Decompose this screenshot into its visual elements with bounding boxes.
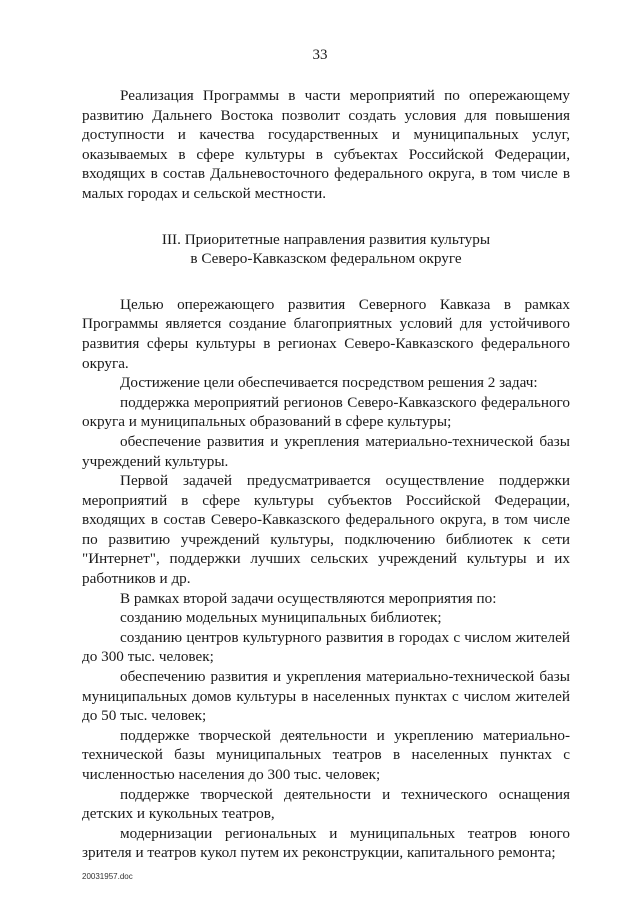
section-heading-line-2: в Северо-Кавказском федеральном округе (190, 250, 462, 268)
list-item-houses-of-culture: обеспечению развития и укрепления материально-технической базы муниципальных домов культуры в населенных пунктах с числом жителей до 50 тыс. человек; (82, 668, 570, 725)
list-item-children-theatres: поддержке творческой деятельности и технического оснащения детских и кукольных театров, (82, 785, 570, 823)
footer-document-code: 20031957.doc (82, 872, 133, 881)
paragraph-first-task-detail: Первой задачей предусматривается осуществление поддержки мероприятий в сфере культуры субъектов Российской Федерации, входящих в состав Северо-Кавказского федерального округа, в том числе по развитию учреждений культуры, подключению библиотек к сети "Интернет", поддержки лучших сельских учреждений культуры и их работников и др. (82, 472, 570, 588)
list-item-model-libraries: созданию модельных муниципальных библиотек; (120, 609, 442, 627)
section-heading (82, 230, 570, 269)
document-body (82, 86, 570, 863)
page-number: 33 (312, 47, 328, 63)
list-item-cultural-centers: созданию центров культурного развития в городах с числом жителей до 300 тыс. человек; (82, 628, 570, 666)
list-item-municipal-theatres: поддержке творческой деятельности и укреплению материально-технической базы муниципальных театров в населенных пунктах с численностью населения до 300 тыс. человек; (82, 726, 570, 783)
paragraph-far-east: Реализация Программы в части мероприятий по опережающему развитию Дальнего Востока позволит создать условия для повышения доступности и качества государственных и муниципальных услуг, оказываемых в сфере культуры в субъектах Российской Федерации, входящих в состав Дальневосточного федерального округа, в том числе в малых городах и сельской местности. (82, 87, 570, 202)
paragraph-tasks-intro: Достижение цели обеспечивается посредством решения 2 задач: (120, 374, 538, 392)
paragraph-task-1: поддержка мероприятий регионов Северо-Кавказского федерального округа и муниципальных образований в сфере культуры; (82, 393, 570, 431)
section-heading-line-1: III. Приоритетные направления развития культуры (161, 230, 491, 248)
paragraph-second-task-intro: В рамках второй задачи осуществляются мероприятия по: (120, 589, 497, 607)
paragraph-goal: Целью опережающего развития Северного Кавказа в рамках Программы является создание благоприятных условий для устойчивого развития сферы культуры в регионах Северо-Кавказского федерального округа. (82, 295, 570, 372)
list-item-youth-theatres: модернизации региональных и муниципальных театров юного зрителя и театров кукол путем их реконструкции, капитального ремонта; (82, 824, 570, 862)
paragraph-task-2: обеспечение развития и укрепления материально-технической базы учреждений культуры. (82, 432, 570, 470)
